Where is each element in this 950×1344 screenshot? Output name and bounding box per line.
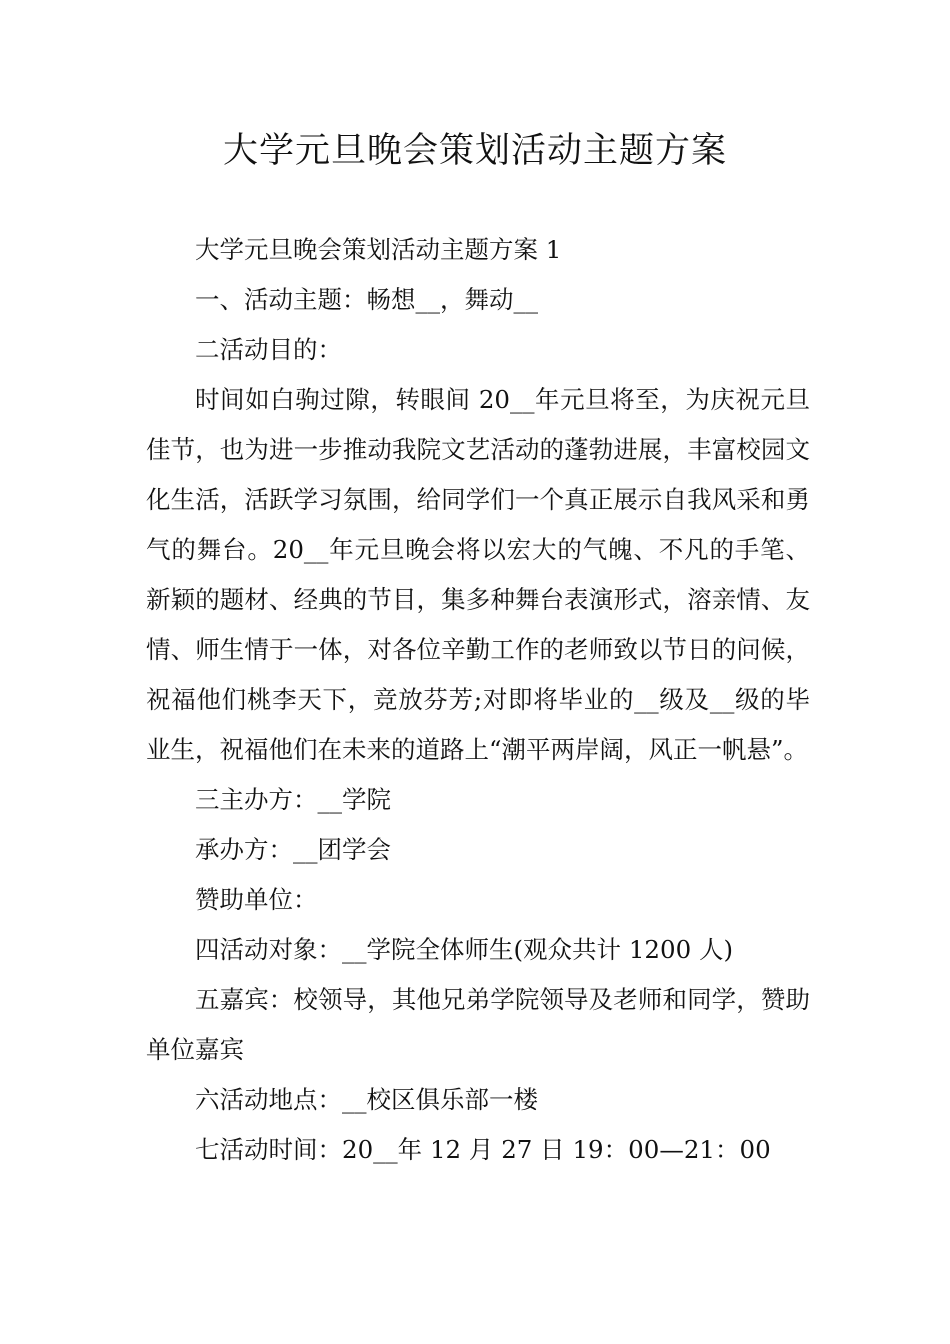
organizer-paragraph: 三主办方：__学院 bbox=[195, 785, 391, 814]
audience-paragraph: 四活动对象：__学院全体师生(观众共计 1200 人) bbox=[195, 935, 734, 964]
activity-theme-paragraph: 一、活动主题：畅想__，舞动__ bbox=[195, 285, 538, 314]
subtitle-paragraph: 大学元旦晚会策划活动主题方案 1 bbox=[195, 235, 562, 264]
document-title: 大学元旦晚会策划活动主题方案 bbox=[222, 131, 727, 171]
sponsor-paragraph: 赞助单位： bbox=[195, 885, 318, 914]
activity-purpose-heading: 二活动目的： bbox=[195, 335, 342, 364]
location-paragraph: 六活动地点：__校区俱乐部一楼 bbox=[195, 1085, 538, 1114]
document-body bbox=[146, 225, 810, 1175]
activity-purpose-paragraph: 时间如白驹过隙，转眼间 20__年元旦将至，为庆祝元旦佳节，也为进一步推动我院文艺活动的蓬勃进展，丰富校园文化生活，活跃学习氛围，给同学们一个真正展示自我风采和勇气的舞台。20__年元旦晚会将以宏大的气魄、不凡的手笔、新颖的题材、经典的节目，集多种舞台表演形式，溶亲情、友情、师生情于一体，对各位辛勤工作的老师致以节日的问候，祝福他们桃李天下，竞放芬芳;对即将毕业的__级及__级的毕业生，祝福他们在未来的道路上“潮平两岸阔，风正一帆悬”。 bbox=[146, 385, 810, 764]
guests-paragraph: 五嘉宾：校领导，其他兄弟学院领导及老师和同学，赞助单位嘉宾 bbox=[146, 985, 810, 1064]
time-paragraph: 七活动时间：20__年 12 月 27 日 19：00—21：00 bbox=[195, 1135, 771, 1164]
co-organizer-paragraph: 承办方：__团学会 bbox=[195, 835, 391, 864]
